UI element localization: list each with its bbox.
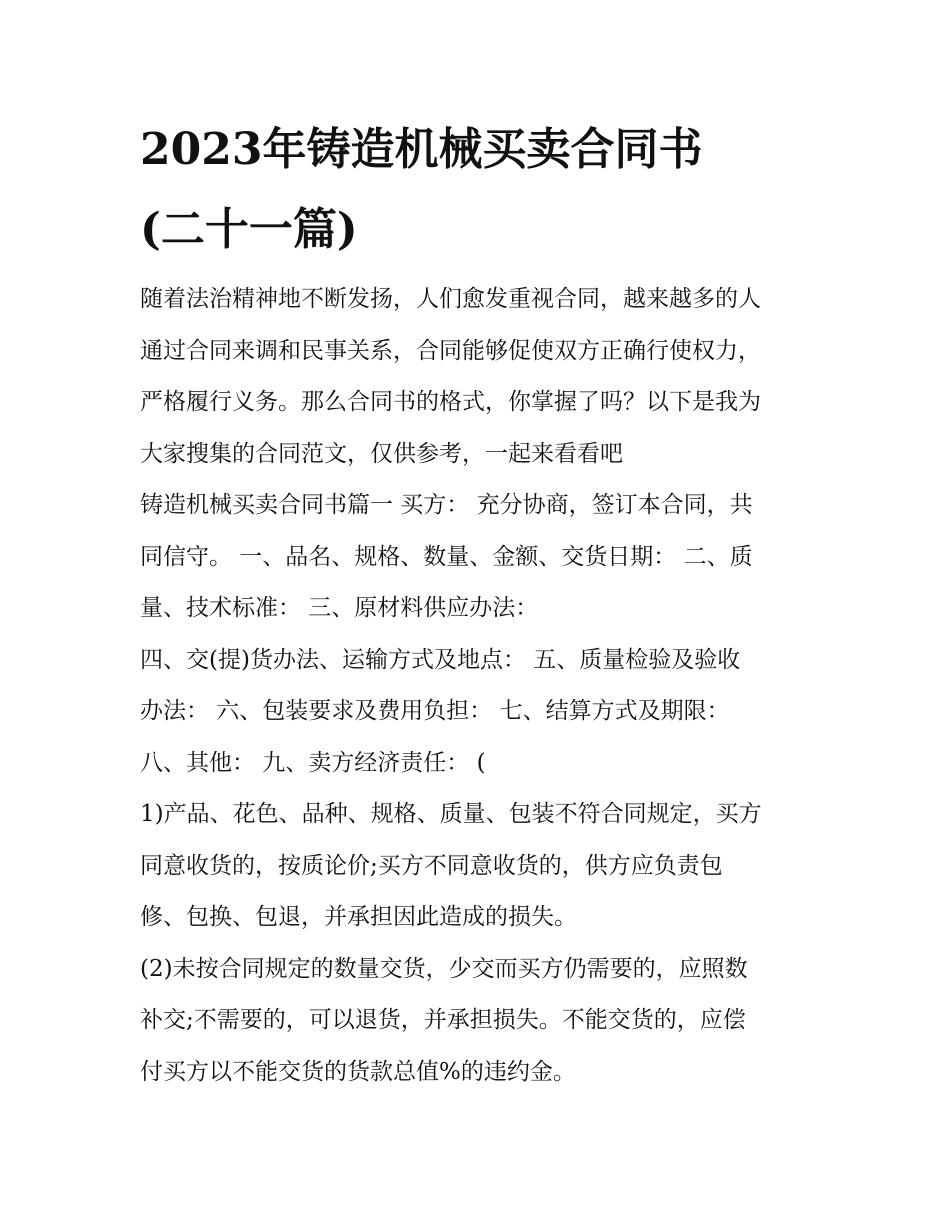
- body-line: 办法： 六、包装要求及费用负担： 七、结算方式及期限：: [140, 698, 730, 724]
- body-line: 同信守。 一、品名、规格、数量、金额、交货日期： 二、质: [140, 543, 753, 570]
- body-line: 四、交(提)货办法、运输方式及地点： 五、质量检验及验收: [140, 646, 741, 673]
- document-title: [140, 110, 840, 270]
- body-line: 通过合同来调和民事关系，合同能够促使双方正确行使权力，: [140, 337, 761, 364]
- body-line: 铸造机械买卖合同书篇一 买方： 充分协商，签订本合同，共: [140, 492, 753, 518]
- title-line-1: 2023年铸造机械买卖合同书: [140, 124, 703, 175]
- title-line-2: (二十一篇): [140, 204, 358, 255]
- body-line: 付买方以不能交货的货款总值%的违约金。: [140, 1058, 576, 1085]
- body-line: 大家搜集的合同范文，仅供参考，一起来看看吧: [140, 440, 623, 467]
- body-line: 补交;不需要的，可以退货，并承担损失。不能交货的，应偿: [140, 1007, 746, 1033]
- body-line: 随着法治精神地不断发扬，人们愈发重视合同，越来越多的人: [140, 286, 761, 312]
- body-line: 八、其他： 九、卖方经济责任： (: [140, 749, 486, 776]
- document-body: [140, 274, 820, 1098]
- body-line: 量、技术标准： 三、原材料供应办法：: [140, 595, 539, 621]
- body-line: 严格履行义务。那么合同书的格式，你掌握了吗？以下是我为: [140, 389, 761, 415]
- body-line: 1)产品、花色、品种、规格、质量、包装不符合同规定，买方: [140, 801, 762, 827]
- body-line: 修、包换、包退，并承担因此造成的损失。: [140, 904, 577, 930]
- body-line: (2)未按合同规定的数量交货，少交而买方仍需要的，应照数: [140, 955, 748, 982]
- body-line: 同意收货的，按质论价;买方不同意收货的，供方应负责包: [140, 852, 723, 879]
